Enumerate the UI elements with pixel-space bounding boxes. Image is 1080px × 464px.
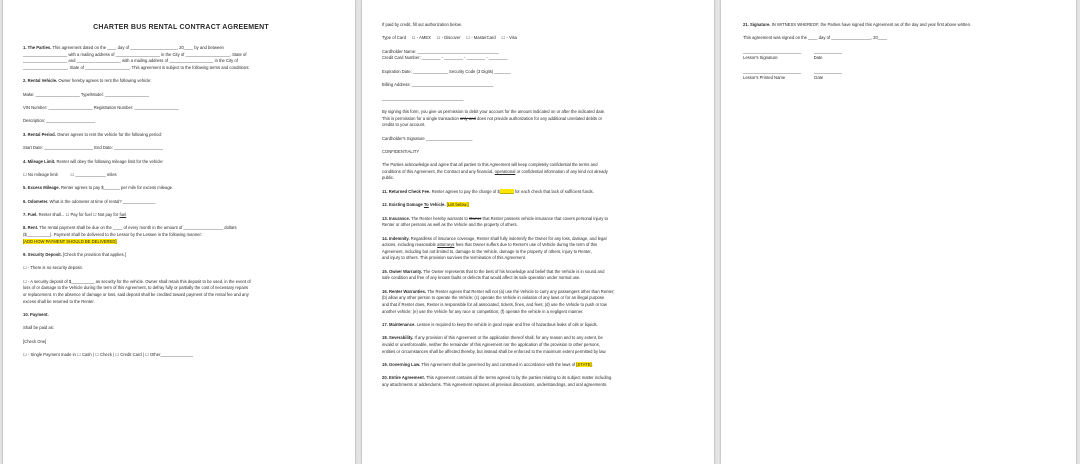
- section-heading: 13. Insurance.: [382, 215, 410, 221]
- section-heading: 2. Rental Vehicle.: [23, 78, 58, 84]
- renter-warranties-text: and that if Renter does, Renter is responsible for all associated, tickets, fines, and fees; (d) use the Vehicle to push or tow: [382, 301, 607, 307]
- section-heading: 6. Odometer.: [23, 198, 49, 204]
- section-heading: 11. Returned Check Fee.: [382, 188, 431, 194]
- section-heading: 9. Security Deposit.: [23, 252, 62, 258]
- severability-clause: 18. Severability. If any provision of this Agreement or the application thereof shall, for any reason and to any extent, be: [382, 335, 603, 341]
- cardholder-signature-field[interactable]: Cardholder's Signature ____________________: [382, 135, 473, 141]
- confidentiality-heading: CONFIDENTIALITY: [382, 148, 420, 154]
- description-field[interactable]: Description: _____________________: [23, 118, 96, 124]
- fuel-word: fuel: [119, 212, 127, 218]
- authorization-text: This is permission for a single transaction only and does not provide authorization for any additional unrelated debits or: [382, 115, 602, 121]
- credit-intro: If paid by credit, fill out authorization below.: [382, 22, 462, 27]
- lessor-printed-name-line[interactable]: _________________________ ____________: [743, 68, 842, 74]
- section-heading: 7. Fuel.: [23, 212, 38, 218]
- billing-address-line2[interactable]: ___________________________________: [382, 95, 464, 101]
- owner-warranty-text: safe condition and free of any known faults or defects that would affect its safe operation under normal use.: [382, 275, 581, 281]
- section-heading: 14. Indemnity.: [382, 235, 410, 241]
- card-number-field[interactable]: Credit Card Number: ________ - ________ - ________ - ________: [382, 55, 508, 61]
- maintenance-clause: 17. Maintenance. Lessee is required to keep the vehicle in good repair and free of hazardous leaks of oils or liquids.: [382, 321, 598, 327]
- severability-text: invalid or unenforceable, neither the remainder of this Agreement nor the application of the provision to other persons,: [382, 341, 600, 347]
- section-heading: 16. Renter Warranties.: [382, 288, 427, 294]
- section-heading: 18. Severability.: [382, 335, 414, 341]
- card-type-options[interactable]: Type of Card ☐ - AMEX ☐ - Discover ☐ - MasterCard ☐ - Visa: [382, 35, 518, 41]
- section-heading: 21. Signature.: [743, 22, 771, 27]
- rent-clause: 8. Rent. The rental payment shall be due on the ____ of every month in the amount of _________________ dollars: [23, 225, 237, 231]
- governing-law-clause: 19. Governing Law. This Agreement shall be governed by and construed in accordance with the laws of [STATE].: [382, 361, 593, 367]
- renter-warranties-text: (b) allow any other person to operate the Vehicle; (c) operate the Vehicle in violation of any laws or for an illegal purpose: [382, 295, 605, 301]
- payment-options[interactable]: ☐ - Single Payment made in ☐ Cash | ☐ Check | ☐ Credit Card | ☐ Other______________: [23, 352, 194, 358]
- document-page-1: [3, 0, 355, 464]
- expiration-field[interactable]: Expiration Date: _______________ Security Code (3 Digits) _______: [382, 68, 511, 74]
- document-page-3: [721, 0, 1076, 464]
- payment-heading: 10. Payment.: [23, 312, 49, 317]
- rental-period-clause: 3. Rental Period. Owner agrees to rent the vehicle for the following period:: [23, 131, 162, 137]
- indemnity-clause: 14. Indemnity. Regardless of insurance coverage, Renter shall fully indemnify the Owner for any loss, damage, and legal: [382, 235, 607, 241]
- deposit-line: excess shall be returned to the Renter.: [23, 298, 95, 304]
- renter-warranties-text: another vehicle; (e) use the Vehicle for any race or competition; (f) operate the vehicle in a negligent manner.: [382, 308, 584, 314]
- section-heading: 1. The Parties.: [23, 45, 52, 50]
- lessor-printed-name-label: Lessor's Printed Name Date: [743, 75, 824, 81]
- fuel-clause: 7. Fuel. Renter shall... ☐ Pay for fuel ☐ Not pay for fuel: [23, 212, 127, 218]
- rent-line: ($__________). Payment shall be delivered to the Lessor by the Lessee in the following manner:: [23, 232, 203, 238]
- billing-address-field[interactable]: Billing Address: ___________________________________: [382, 82, 494, 88]
- deposit-clause: 9. Security Deposit. [Check the provision that applies.]: [23, 252, 126, 258]
- section-heading: 8. Rent.: [23, 225, 39, 231]
- section-heading: 5. Excess Mileage.: [23, 185, 60, 191]
- returned-check-clause: 11. Returned Check Fee. Renter agrees to pay the charge of $______ for each check that lack of sufficient funds.: [382, 188, 594, 194]
- authorization-text: credits to your account.: [382, 122, 426, 128]
- entire-agreement-text: any attachments or addendums. This Agreement replaces all previous discussions, understandings, and oral agreements.: [382, 381, 608, 387]
- rental-dates-field[interactable]: Start Date: _____________________ End Date: _____________________: [23, 145, 163, 151]
- document-page-2: [362, 0, 714, 464]
- parties-line: ___________________, State of ___________________. This agreement is subject to the following terms and conditions:: [23, 64, 250, 70]
- section-heading: 19. Governing Law.: [382, 361, 421, 367]
- lessor-signature-line[interactable]: _________________________ ____________: [743, 48, 842, 54]
- authorization-text: By signing this form, you give us permission to debit your account for the amount indicated on or after the indicated date.: [382, 108, 606, 114]
- confidentiality-text: The Parties acknowledge and agree that all parties to this Agreement will keep completely confidential the terms and: [382, 162, 598, 168]
- no-deposit-option[interactable]: ☐ - There is no security deposit.: [23, 265, 83, 271]
- signed-on-field[interactable]: This agreement was signed on the ____ day of _________________, 20____: [743, 35, 888, 41]
- section-heading: 20. Entire Agreement.: [382, 375, 425, 381]
- document-title: CHARTER BUS RENTAL CONTRACT AGREEMENT: [93, 24, 269, 31]
- section-heading: 17. Maintenance.: [382, 321, 416, 327]
- section-heading: 12. Existing Damage: [382, 202, 424, 208]
- mileage-options[interactable]: ☐ No mileage limit ☐ _____________ miles: [23, 171, 117, 177]
- deposit-line: or replacement. In the absence of damage or loss, said deposit shall be credited toward payment of the rental fee and any: [23, 292, 249, 298]
- entire-agreement-clause: 20. Entire Agreement. This Agreement contains all the terms agreed to by the parties relating to its subject matter including: [382, 375, 612, 381]
- insurance-text: Renter or other persons as well as the Vehicle and the property of others.: [382, 222, 518, 228]
- deposit-line: loss of or damage to the Vehicle during the term of this Agreement, to defray fully or partially the cost of necessary repairs: [23, 285, 249, 291]
- section-heading: 4. Mileage Limit.: [23, 158, 56, 164]
- make-model-field[interactable]: Make: ___________________ Type/Model: ___________________: [23, 91, 150, 97]
- signature-clause: 21. Signature. IN WITNESS WHEREOF, the Parties have signed this Agreement as of the day and year first above written.: [743, 22, 972, 27]
- indemnity-text: and injury to others. This provision survives the termination of this Agreement.: [382, 255, 526, 261]
- mileage-clause: 4. Mileage Limit. Renter will obey the following mileage limit for the vehicle:: [23, 158, 164, 164]
- parties-line: ___________________ with a mailing address of ___________________ in the City of ___________________, State of: [23, 51, 247, 57]
- vin-registration-field[interactable]: VIN Number: ___________________ Registration Number: ___________________: [23, 104, 179, 110]
- insurance-clause: 13. Insurance. The Renter hereby warrants to Owner that Renter possess vehicle insurance that covers personal injury to: [382, 215, 608, 221]
- deposit-option[interactable]: ☐ - A security deposit of $__________ as security for the vehicle. Owner shall retain this deposit to be used, in the event of: [23, 278, 251, 284]
- parties-line: ___________________ and ___________________ with a mailing address of ___________________ in the City of: [23, 58, 238, 64]
- owner-warranty-clause: 15. Owner Warranty. The Owner represents that to the best of his knowledge and belief that the Vehicle is in sound and: [382, 268, 605, 274]
- existing-damage-clause: 12. Existing Damage To Vehicle. [List below.]: [382, 202, 469, 208]
- renter-warranties-clause: 16. Renter Warranties. The Renter agrees that Renter will not (a) use the Vehicle to carry any passengers other than Renter;: [382, 288, 615, 294]
- check-one-label: [Check One]: [23, 338, 47, 344]
- section-heading: 3. Rental Period.: [23, 131, 56, 137]
- indemnity-text: Agreement, including but not limited to, damage to the Vehicle, damage to the property of others, injury to Renter,: [382, 248, 592, 254]
- paid-as-label: Shall be paid as:: [23, 325, 54, 331]
- excess-mileage-clause: 5. Excess Mileage. Renter agrees to pay $_______ per mile for excess mileage.: [23, 185, 174, 191]
- vehicle-clause: 2. Rental Vehicle. Owner hereby agrees to rent the following vehicle:: [23, 78, 152, 84]
- lessor-signature-label: Lessor's Signature Date: [743, 55, 823, 61]
- section-heading: 15. Owner Warranty.: [382, 268, 423, 274]
- confidentiality-text: public.: [382, 175, 395, 181]
- parties-clause: 1. The Parties. This agreement dated on the ____ day of ____________________, 20____ by and between: [23, 45, 224, 50]
- odometer-clause: 6. Odometer. What is the odometer at time of rental? ______________: [23, 198, 156, 204]
- rent-highlight: [ADD HOW PAYMENT SHOULD BE DELIVERED]: [23, 238, 117, 244]
- severability-text: entities or circumstances shall be affected thereby, but instead shall be enforced to the maximum extent permitted by law.: [382, 348, 607, 354]
- cardholder-name-field[interactable]: Cardholder Name: ___________________________________: [382, 48, 499, 54]
- confidentiality-text: conditions of this Agreement, the Contract and any financial, operational or confidential information of any kind not already: [382, 168, 608, 174]
- indemnity-text: actions, including reasonable attorneys fees that Owner suffers due to Renter's use of Vehicle during the term of this: [382, 242, 598, 248]
